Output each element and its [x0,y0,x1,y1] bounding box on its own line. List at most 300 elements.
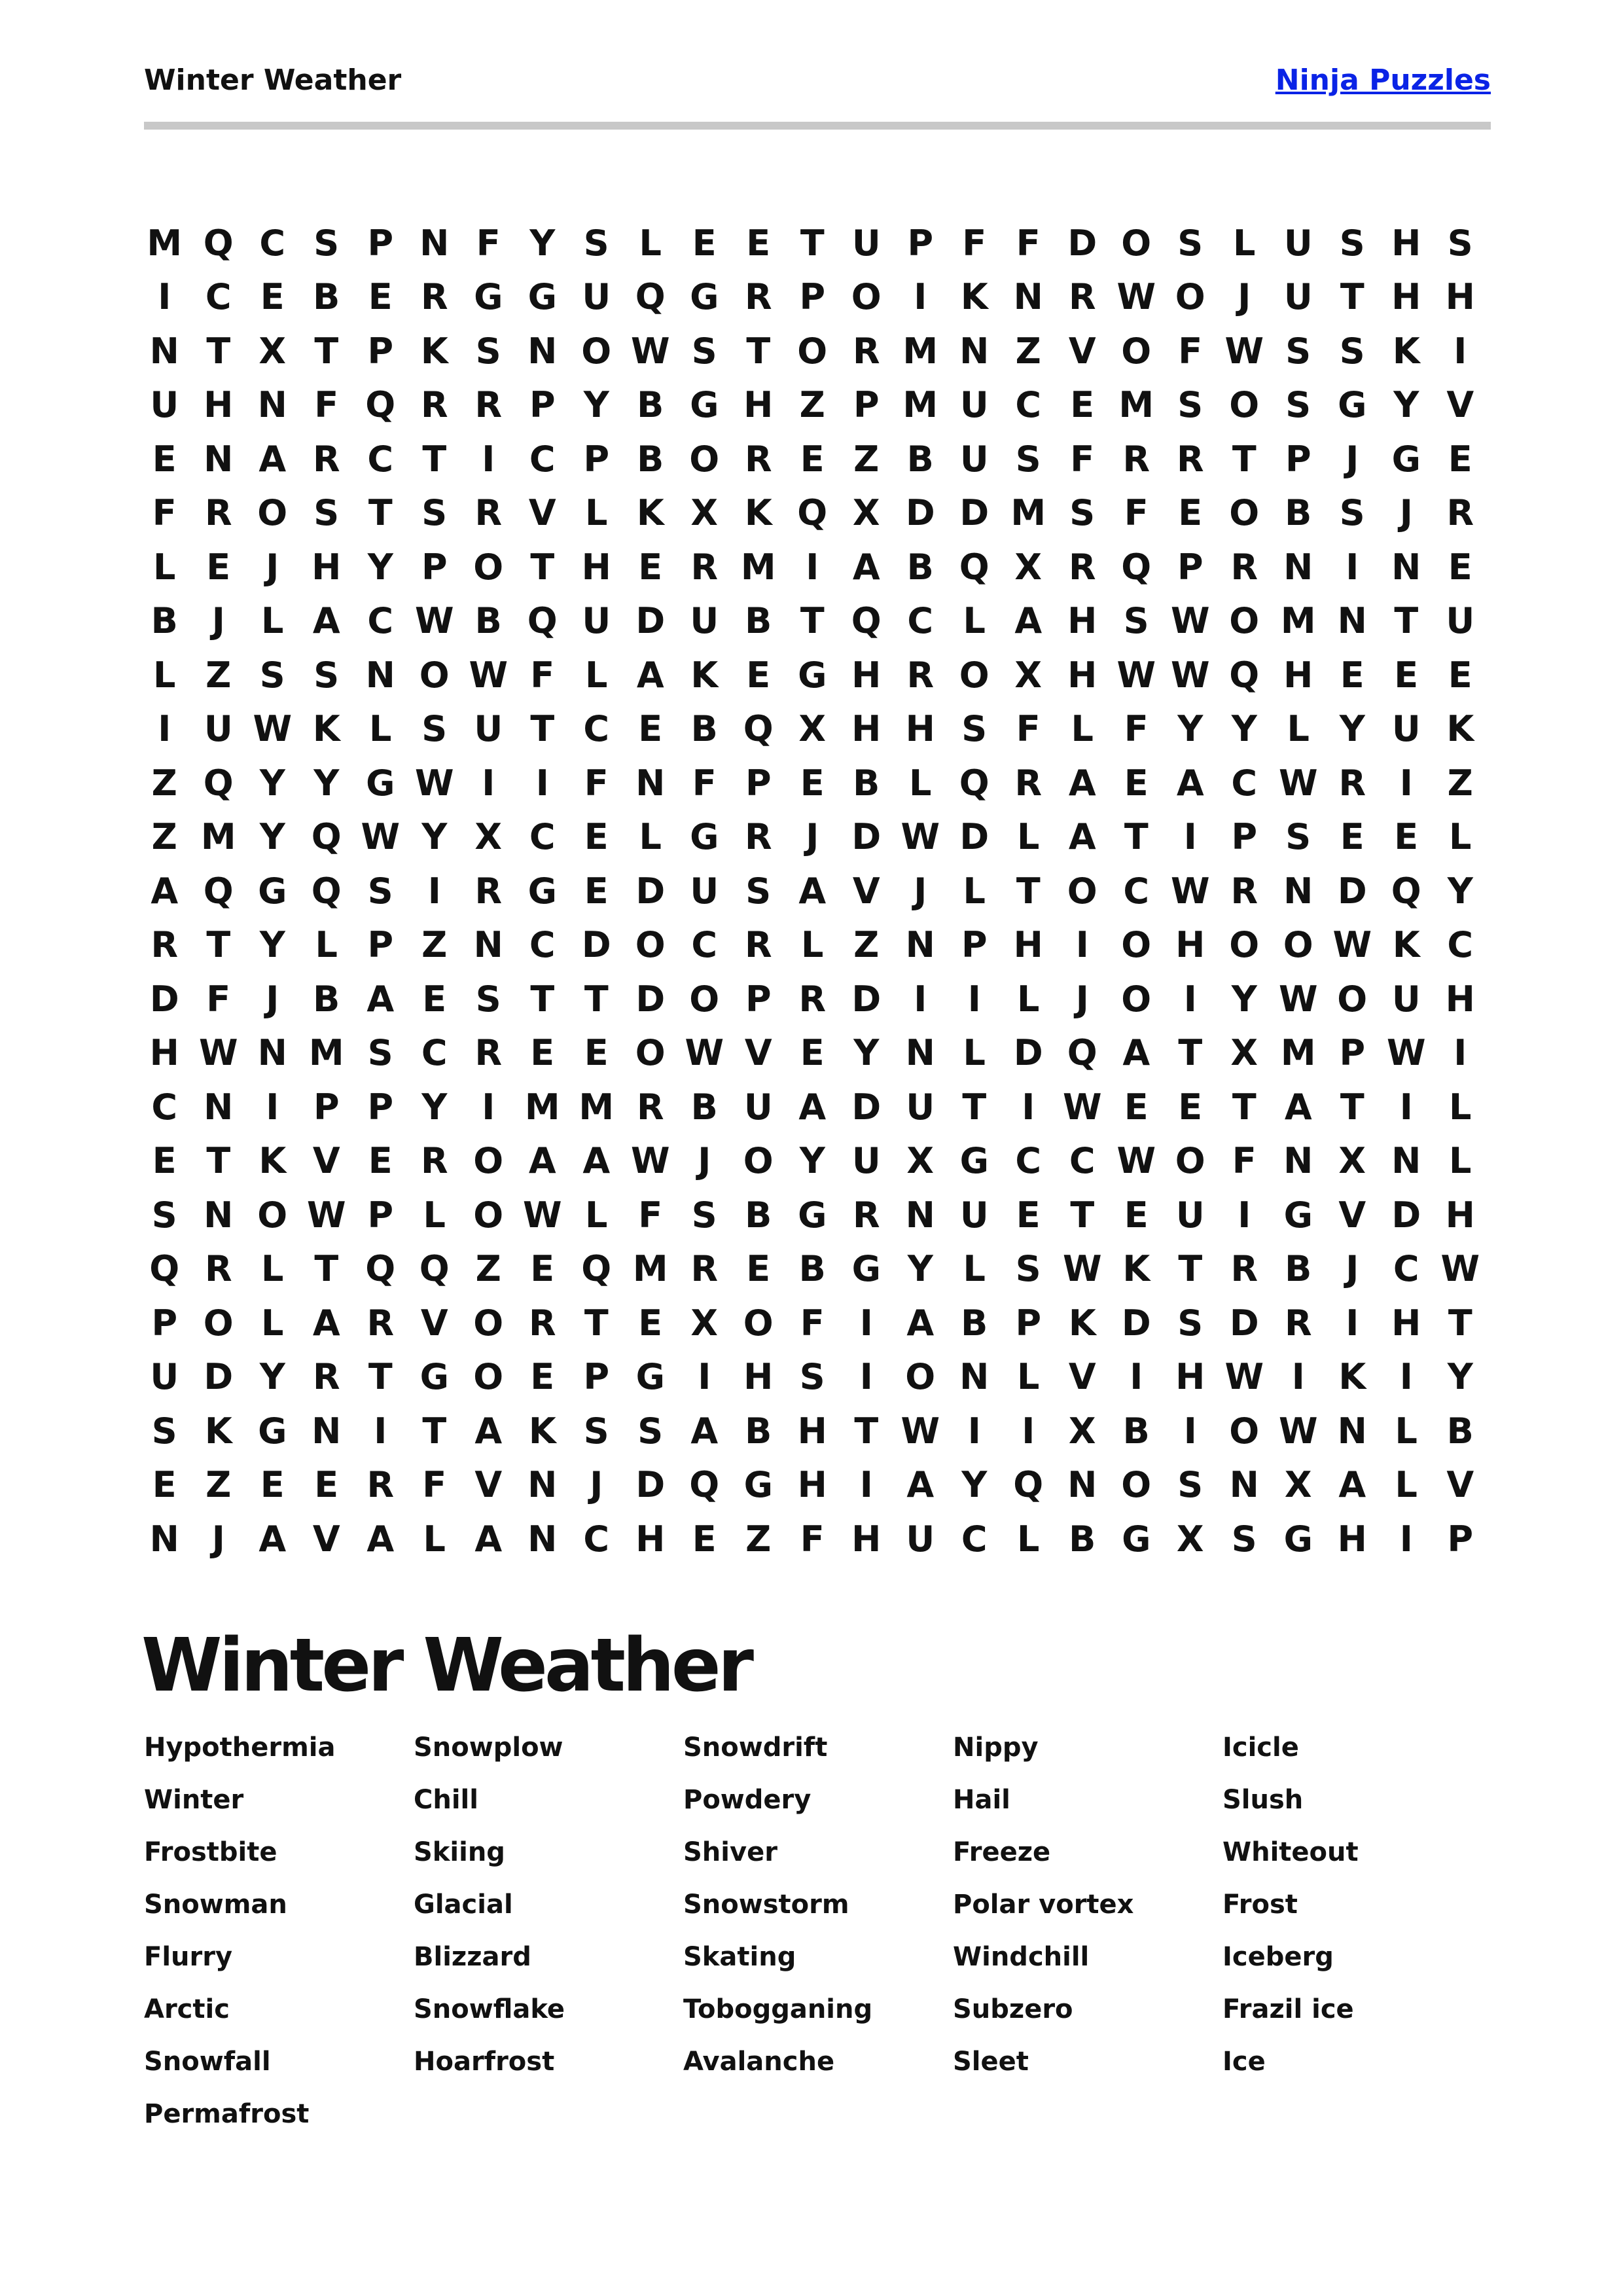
word-list-item: Blizzard [414,1942,531,1972]
grid-cell: P [1285,438,1311,480]
grid-cell: H [851,1518,882,1560]
grid-cell: Y [853,1032,880,1074]
grid-cell: V [1068,1356,1096,1398]
grid-cell: P [799,276,826,318]
grid-cell: I [859,1302,873,1344]
grid-cell: H [1445,276,1475,318]
grid-cell: D [1229,1302,1259,1344]
grid-cell: Q [1391,870,1421,912]
grid-cell: N [959,330,990,372]
grid-cell: I [1399,762,1413,804]
grid-cell: Y [1447,870,1473,912]
word-list-item: Glacial [414,1890,513,1920]
grid-cell: W [1278,978,1318,1020]
grid-cell: Z [799,384,825,426]
grid-cell: B [690,1086,718,1128]
grid-cell: Q [851,600,882,642]
grid-cell: I [482,438,495,480]
grid-cell: U [150,384,179,426]
grid-cell: I [859,1356,873,1398]
grid-cell: N [419,222,450,264]
grid-cell: U [1446,600,1475,642]
grid-cell: T [746,330,771,372]
grid-cell: H [1067,654,1097,696]
grid-cell: A [474,1518,503,1560]
grid-cell: R [1068,546,1096,588]
word-list-item: Skiing [414,1837,505,1867]
word-list-item: Hoarfrost [414,2047,555,2077]
grid-cell: R [204,492,232,534]
grid-cell: I [1291,1356,1305,1398]
grid-cell: Q [689,1464,720,1506]
grid-cell: S [1285,384,1311,426]
grid-cell: C [691,924,718,966]
grid-cell: E [692,1518,717,1560]
grid-cell: W [1224,1356,1264,1398]
grid-cell: L [423,1518,446,1560]
grid-cell: W [361,816,401,858]
grid-cell: M [200,816,236,858]
grid-cell: I [374,1410,387,1452]
grid-cell: J [211,1518,225,1560]
grid-cell: D [905,492,935,534]
grid-cell: C [1231,762,1258,804]
grid-cell: A [528,1140,556,1182]
grid-cell: R [528,1302,556,1344]
grid-cell: B [798,1248,826,1290]
grid-cell: T [1448,1302,1472,1344]
grid-cell: I [967,1410,981,1452]
grid-cell: E [1448,438,1472,480]
grid-cell: A [259,438,287,480]
grid-cell: G [798,654,827,696]
grid-cell: I [482,762,495,804]
grid-cell: B [906,546,934,588]
grid-cell: I [1183,1410,1197,1452]
grid-cell: S [1015,1248,1041,1290]
grid-cell: B [745,1410,772,1452]
grid-cell: S [367,1032,393,1074]
grid-cell: Z [205,1464,232,1506]
word-list-item: Tobogganing [683,1994,873,2024]
grid-cell: L [1017,1356,1040,1398]
grid-cell: R [474,1032,503,1074]
grid-cell: C [961,1518,988,1560]
word-list-item: Permafrost [144,2099,310,2129]
grid-cell: N [1229,1464,1259,1506]
word-list-item: Avalanche [683,2047,835,2077]
grid-cell: N [527,1518,558,1560]
grid-cell: Q [149,1248,180,1290]
grid-cell: V [1068,330,1096,372]
grid-cell: I [698,1356,711,1398]
grid-cell: Y [259,816,285,858]
grid-cell: W [901,1410,940,1452]
word-list-item: Windchill [953,1942,1090,1972]
grid-cell: O [1229,492,1260,534]
grid-cell: R [636,1086,664,1128]
grid-cell: J [1238,276,1251,318]
grid-cell: T [800,222,825,264]
grid-cell: X [1014,654,1043,696]
grid-cell: L [909,762,932,804]
grid-cell: T [368,1356,393,1398]
grid-cell: S [691,330,717,372]
grid-cell: S [1177,1464,1204,1506]
grid-cell: V [1446,384,1474,426]
grid-cell: O [1283,924,1313,966]
grid-cell: R [852,330,880,372]
grid-cell: U [1391,708,1421,750]
grid-cell: I [158,708,171,750]
grid-cell: Q [581,1248,612,1290]
grid-cell: L [639,222,662,264]
grid-cell: R [1446,492,1474,534]
grid-cell: L [639,816,662,858]
grid-cell: K [960,276,988,318]
grid-cell: O [581,330,612,372]
grid-cell: S [1177,222,1204,264]
grid-cell: M [1280,1032,1316,1074]
grid-cell: B [690,708,718,750]
grid-cell: S [259,654,285,696]
grid-cell: L [1017,816,1040,858]
grid-cell: P [313,1086,340,1128]
grid-cell: R [1338,762,1366,804]
grid-cell: U [150,1356,179,1398]
grid-cell: G [1283,1518,1313,1560]
grid-cell: D [635,1464,666,1506]
grid-cell: I [1399,1356,1413,1398]
grid-cell: O [797,330,828,372]
grid-cell: G [1338,384,1367,426]
grid-cell: A [151,870,179,912]
grid-cell: K [528,1410,556,1452]
grid-cell: E [1070,384,1095,426]
grid-cell: B [1069,1518,1096,1560]
ninja-puzzles-link[interactable]: Ninja Puzzles [1275,63,1491,97]
grid-cell: S [151,1410,177,1452]
grid-cell: E [1178,492,1203,534]
grid-cell: E [314,1464,339,1506]
grid-cell: P [583,438,610,480]
grid-cell: O [743,1302,774,1344]
grid-cell: O [1121,222,1152,264]
grid-cell: Z [151,762,177,804]
grid-cell: C [1393,1248,1419,1290]
grid-cell: L [963,1032,986,1074]
grid-cell: W [1170,870,1210,912]
grid-cell: M [147,222,183,264]
grid-cell: S [583,1410,609,1452]
word-list-item: Powdery [683,1785,812,1815]
grid-cell: T [1340,1086,1364,1128]
grid-cell: R [474,384,503,426]
grid-cell: X [1014,546,1043,588]
grid-cell: L [261,1302,284,1344]
grid-cell: Z [421,924,448,966]
word-list-item: Winter [144,1785,244,1815]
grid-cell: L [963,1248,986,1290]
grid-cell: Y [259,762,285,804]
grid-cell: O [203,1302,234,1344]
grid-cell: Q [797,492,828,534]
grid-cell: F [1124,708,1149,750]
grid-cell: H [1391,276,1421,318]
grid-cell: D [851,1086,882,1128]
grid-cell: R [420,1140,448,1182]
grid-cell: Q [1067,1032,1097,1074]
grid-cell: B [961,1302,988,1344]
grid-cell: R [744,276,772,318]
grid-cell: M [308,1032,344,1074]
grid-cell: D [635,600,666,642]
grid-cell: F [476,222,501,264]
grid-cell: E [152,438,177,480]
grid-cell: W [901,816,940,858]
grid-cell: Y [1339,708,1365,750]
grid-cell: N [1283,870,1313,912]
grid-cell: W [1278,762,1318,804]
grid-cell: K [420,330,448,372]
grid-cell: P [367,1086,394,1128]
grid-cell: X [474,816,503,858]
grid-cell: U [906,1518,935,1560]
grid-cell: W [1062,1086,1102,1128]
grid-cell: F [584,762,609,804]
grid-cell: D [635,978,666,1020]
grid-cell: Y [367,546,393,588]
grid-cell: S [583,222,609,264]
grid-cell: D [1121,1302,1151,1344]
grid-cell: C [1123,870,1150,912]
grid-cell: P [1339,1032,1366,1074]
grid-cell: T [1124,816,1149,858]
grid-cell: M [579,1086,615,1128]
grid-cell: H [905,708,935,750]
grid-cell: T [962,1086,987,1128]
grid-cell: M [1010,492,1046,534]
grid-cell: H [1391,222,1421,264]
grid-cell: Y [583,384,609,426]
grid-cell: Y [1447,1356,1473,1398]
grid-cell: B [745,600,772,642]
grid-cell: L [261,1248,284,1290]
grid-cell: Z [853,924,880,966]
grid-cell: F [1070,438,1095,480]
grid-cell: S [421,708,448,750]
grid-cell: O [1067,870,1097,912]
grid-cell: R [1068,276,1096,318]
grid-cell: C [205,276,232,318]
grid-cell: E [206,546,231,588]
grid-cell: S [745,870,772,912]
grid-cell: J [1346,438,1359,480]
grid-cell: W [1170,600,1210,642]
grid-cell: P [853,384,880,426]
grid-cell: E [1340,654,1364,696]
grid-cell: A [906,1464,935,1506]
grid-cell: P [745,762,772,804]
word-list-item: Frostbite [144,1837,277,1867]
grid-cell: R [906,654,935,696]
grid-cell: H [1175,924,1205,966]
grid-cell: W [1386,1032,1426,1074]
grid-cell: D [959,816,990,858]
grid-cell: E [584,870,609,912]
grid-cell: S [1123,600,1149,642]
grid-cell: N [959,1356,990,1398]
grid-cell: T [206,330,231,372]
grid-cell: V [1338,1194,1366,1236]
grid-cell: N [1391,546,1421,588]
grid-cell: K [1068,1302,1096,1344]
grid-cell: Q [1121,546,1152,588]
grid-cell: R [474,492,503,534]
grid-cell: P [961,924,988,966]
grid-cell: H [581,546,611,588]
grid-cell: D [1391,1194,1421,1236]
grid-cell: W [522,1194,562,1236]
grid-cell: I [1346,546,1359,588]
grid-cell: E [1448,546,1472,588]
grid-cell: N [1283,1140,1313,1182]
grid-cell: S [1285,330,1311,372]
word-list-item: Snowman [144,1890,287,1920]
grid-cell: V [528,492,556,534]
grid-cell: A [1068,816,1096,858]
grid-cell: Y [961,1464,988,1506]
grid-cell: S [691,1194,717,1236]
grid-cell: O [1175,1140,1205,1182]
grid-cell: A [259,1518,287,1560]
grid-cell: G [1122,1518,1151,1560]
grid-cell: E [368,276,393,318]
grid-cell: N [1391,1140,1421,1182]
grid-cell: I [806,546,819,588]
grid-cell: D [581,924,611,966]
grid-cell: N [905,1194,935,1236]
grid-cell: X [1230,1032,1258,1074]
grid-cell: Y [421,816,448,858]
grid-cell: I [1399,1086,1413,1128]
grid-cell: B [1285,1248,1312,1290]
grid-cell: Y [529,222,556,264]
grid-cell: A [906,1302,935,1344]
grid-cell: U [582,600,611,642]
word-list-item: Iceberg [1222,1942,1334,1972]
grid-cell: E [530,1356,555,1398]
grid-cell: L [261,600,284,642]
grid-cell: D [204,1356,234,1398]
grid-cell: Z [1015,330,1041,372]
grid-cell: T [206,1140,231,1182]
grid-cell: G [527,870,557,912]
grid-cell: W [1116,654,1156,696]
grid-cell: N [905,924,935,966]
grid-cell: P [151,1302,178,1344]
word-list-item: Arctic [144,1994,230,2024]
grid-cell: R [312,1356,340,1398]
grid-cell: O [635,1032,666,1074]
grid-cell: V [312,1140,340,1182]
grid-cell: N [1067,1464,1097,1506]
grid-cell: Z [853,438,880,480]
grid-cell: I [158,276,171,318]
grid-cell: R [744,924,772,966]
grid-cell: Y [1231,708,1257,750]
grid-cell: X [1176,1518,1204,1560]
grid-cell: E [692,222,717,264]
grid-cell: A [798,1086,827,1128]
grid-cell: X [852,492,880,534]
grid-cell: M [524,1086,560,1128]
grid-cell: G [851,1248,881,1290]
word-list-item: Slush [1222,1785,1304,1815]
grid-cell: U [204,708,233,750]
grid-cell: G [258,1410,287,1452]
grid-cell: L [153,654,176,696]
grid-cell: M [902,330,938,372]
grid-cell: O [1229,1410,1260,1452]
grid-cell: F [314,384,339,426]
grid-cell: U [906,1086,935,1128]
grid-cell: E [260,276,285,318]
grid-cell: Z [745,1518,772,1560]
grid-cell: Q [527,600,558,642]
grid-cell: R [151,924,179,966]
grid-cell: E [530,1032,555,1074]
grid-cell: V [744,1032,772,1074]
grid-cell: G [527,276,557,318]
grid-cell: S [475,978,501,1020]
grid-cell: T [1070,1194,1095,1236]
grid-cell: S [313,492,340,534]
grid-cell: S [1015,438,1041,480]
grid-cell: Q [419,1248,450,1290]
grid-cell: W [1332,924,1372,966]
grid-cell: A [1338,1464,1366,1506]
grid-cell: X [906,1140,935,1182]
grid-cell: L [1449,816,1472,858]
grid-cell: E [1124,1086,1149,1128]
grid-cell: R [1014,762,1043,804]
grid-cell: G [798,1194,827,1236]
grid-cell: W [1170,654,1210,696]
grid-cell: O [635,924,666,966]
grid-cell: T [530,708,555,750]
grid-cell: A [366,978,395,1020]
grid-cell: R [1230,870,1258,912]
grid-cell: X [1068,1410,1096,1452]
grid-cell: C [1015,1140,1042,1182]
grid-cell: D [149,978,179,1020]
grid-cell: T [1232,1086,1257,1128]
grid-cell: E [152,1464,177,1506]
letter-grid [137,216,1488,1566]
grid-cell: C [1015,384,1042,426]
grid-cell: V [1446,1464,1474,1506]
grid-cell: J [266,978,279,1020]
grid-cell: H [797,1464,827,1506]
grid-cell: P [1231,816,1258,858]
grid-cell: Y [1177,708,1204,750]
grid-cell: L [1017,978,1040,1020]
grid-cell: M [740,546,776,588]
word-list-item: Snowstorm [683,1890,849,1920]
grid-cell: F [1016,708,1041,750]
grid-cell: I [1130,1356,1143,1398]
